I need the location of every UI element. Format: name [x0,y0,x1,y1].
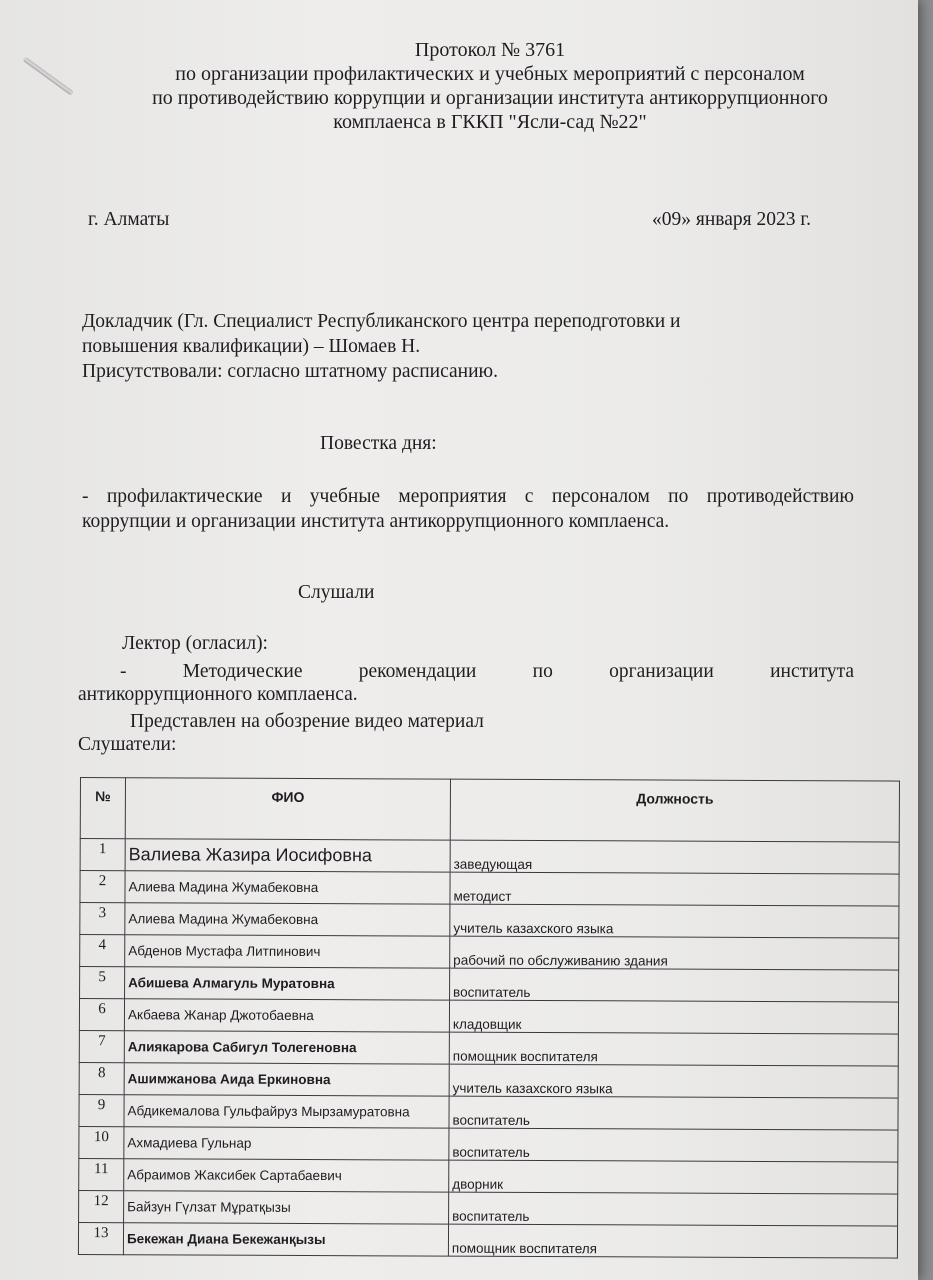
row-position: учитель казахского языка [450,904,899,938]
table-row [79,1158,898,1194]
table-row [80,967,899,1003]
row-fio: Акбаева Жанар Джотобаевна [124,999,449,1032]
column-header-position: Должность [450,779,899,842]
row-number: 13 [78,1222,123,1254]
row-number: 12 [79,1190,124,1222]
title-line-2: по организации профилактических и учебных мероприятий с персоналом [175,63,805,85]
row-fio: Байзун Гүлзат Мұратқызы [124,1191,449,1224]
table-row [80,935,899,971]
speaker-line-2: повышения квалификации) – Шомаев Н. [82,336,421,357]
row-number: 2 [80,871,125,903]
listened-heading: Слушали [298,582,375,603]
row-fio: Абдикемалова Гульфайруз Мырзамуратовна [124,1095,449,1128]
column-header-num: № [80,778,125,839]
row-position: воспитатель [449,1096,898,1130]
row-fio: Валиева Жазира Иосифовна [125,839,450,872]
row-number: 1 [80,839,125,871]
agenda-line-2: коррупции и организации института антикоррупционного комплаенса. [82,511,670,532]
row-fio: Абраимов Жаксибек Сартабаевич [124,1159,449,1192]
listeners-table [78,777,900,1259]
table-row [79,1062,898,1098]
row-position: воспитатель [450,968,899,1002]
agenda-heading: Повестка дня: [320,433,437,454]
row-position: воспитатель [449,1192,898,1226]
date: «09» января 2023 г. [652,209,812,230]
row-fio: Ахмадиева Гульнар [124,1127,449,1160]
city: г. Алматы [88,209,170,230]
title-line-3: по противодействию коррупции и организации института антикоррупционного [152,87,828,109]
recommendations-line-1: - Методические рекомендации по организации института [120,661,854,682]
speaker-line-1: Докладчик (Гл. Специалист Республиканского центра переподготовки и [82,311,681,332]
row-fio: Бекежан Диана Бекежанқызы [123,1223,448,1256]
row-number: 10 [79,1126,124,1158]
video-note: Представлен на обозрение видео материал [130,711,484,732]
row-fio: Алиякарова Сабигул Толегеновна [124,1031,449,1064]
lecturer: Лектор (огласил): [122,633,268,654]
row-position: кладовщик [449,1000,898,1034]
row-number: 8 [79,1062,124,1094]
table-row [80,839,899,875]
listeners-label: Слушатели: [78,734,177,755]
row-fio: Ашимжанова Аида Еркиновна [124,1063,449,1096]
row-fio: Алиева Мадина Жумабековна [125,871,450,904]
column-header-fio: ФИО [125,778,450,840]
table-row [79,1126,898,1162]
protocol-title [60,38,920,134]
agenda-line-1: - профилактические и учебные мероприятия с персоналом по противодействию [82,486,854,507]
row-number: 11 [79,1158,124,1190]
row-number: 7 [79,1030,124,1062]
title-line-1: Протокол № 3761 [414,39,566,61]
table-row [79,1094,898,1130]
row-position: помощник воспитателя [448,1224,897,1258]
row-position: дворник [449,1160,898,1194]
title-line-4: комплаенса в ГККП "Ясли-сад №22" [333,111,647,133]
table-row [78,1222,897,1258]
row-number: 6 [79,999,124,1031]
table-row [80,903,899,939]
row-position: методист [450,872,899,906]
row-number: 3 [80,903,125,935]
row-position: рабочий по обслуживанию здания [450,936,899,970]
recommendations-line-2: антикоррупционного комплаенса. [78,684,358,705]
row-number: 4 [80,935,125,967]
table-header-row [80,778,899,843]
row-number: 9 [79,1094,124,1126]
row-number: 5 [80,967,125,999]
table-row [80,871,899,907]
row-fio: Абишева Алмагуль Муратовна [125,967,450,1000]
row-position: заведующая [450,840,899,874]
row-fio: Алиева Мадина Жумабековна [125,903,450,936]
table-row [79,1030,898,1066]
row-fio: Абденов Мустафа Литпинович [125,935,450,968]
row-position: помощник воспитателя [449,1032,898,1066]
row-position: учитель казахского языка [449,1064,898,1098]
row-position: воспитатель [449,1128,898,1162]
table-row [79,999,898,1035]
table-row [79,1190,898,1226]
attended: Присутствовали: согласно штатному расписанию. [82,361,498,382]
